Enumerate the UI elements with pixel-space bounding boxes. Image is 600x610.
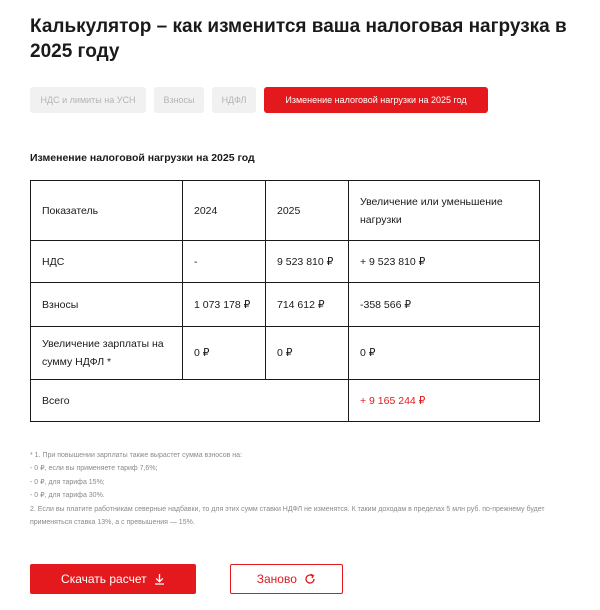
download-arrow-icon (154, 573, 165, 585)
cell-2025: 0 ₽ (266, 327, 349, 380)
footnote-line: - 0 ₽, если вы применяете тариф 7,6%; (30, 465, 158, 473)
header-2024: 2024 (183, 181, 266, 241)
results-table (30, 180, 540, 422)
footnote-line: - 0 ₽, для тарифа 30%. (30, 492, 105, 500)
page-title: Калькулятор – как изменится ваша налоговая нагрузка в 2025 году (30, 16, 567, 62)
tab-tax-burden-2025[interactable]: Изменение налоговой нагрузки на 2025 год (264, 87, 488, 113)
row-label: НДС (31, 241, 183, 283)
table-header-row (31, 181, 540, 241)
cell-change: -358 566 ₽ (349, 283, 540, 327)
section-title: Изменение налоговой нагрузки на 2025 год (30, 152, 255, 164)
cell-2024: 1 073 178 ₽ (183, 283, 266, 327)
cell-2024: - (183, 241, 266, 283)
cell-change: + 9 523 810 ₽ (349, 241, 540, 283)
table-row (31, 241, 540, 283)
total-label: Всего (31, 380, 349, 422)
cell-2024: 0 ₽ (183, 327, 266, 380)
table-total-row (31, 380, 540, 422)
cell-2025: 714 612 ₽ (266, 283, 349, 327)
cell-change: 0 ₽ (349, 327, 540, 380)
header-change: Увеличение или уменьшение нагрузки (349, 181, 540, 241)
row-label: Увеличение зарплаты на сумму НДФЛ * (31, 327, 183, 380)
footnote-line: - 0 ₽, для тарифа 15%; (30, 478, 105, 486)
total-change-value: + 9 165 244 ₽ (349, 380, 540, 422)
footnote-line: 2. Если вы платите работникам северные надбавки, то для этих сумм ставки НДФЛ не изменятся. К таким доходам в пределах 5 млн руб. по-прежнему будет применяться ставка 13%, а с превышения — 15%. (30, 505, 545, 527)
reset-button-label: Заново (256, 572, 297, 586)
footnote-line: * 1. При повышении зарплаты также вырастет сумма взносов на: (30, 452, 243, 459)
table-row (31, 327, 540, 380)
header-2025: 2025 (266, 181, 349, 241)
reset-button[interactable] (230, 564, 343, 594)
refresh-icon (304, 573, 316, 585)
cell-2025: 9 523 810 ₽ (266, 241, 349, 283)
row-label: Взносы (31, 283, 183, 327)
table-row (31, 283, 540, 327)
tab-contributions[interactable]: Взносы (154, 87, 204, 113)
tab-vat-limits[interactable]: НДС и лимиты на УСН (30, 87, 146, 113)
download-button[interactable] (30, 564, 196, 594)
tab-personal-income-tax[interactable]: НДФЛ (212, 87, 256, 113)
header-indicator: Показатель (31, 181, 183, 241)
footnotes (30, 449, 550, 529)
download-button-label: Скачать расчет (61, 572, 147, 586)
